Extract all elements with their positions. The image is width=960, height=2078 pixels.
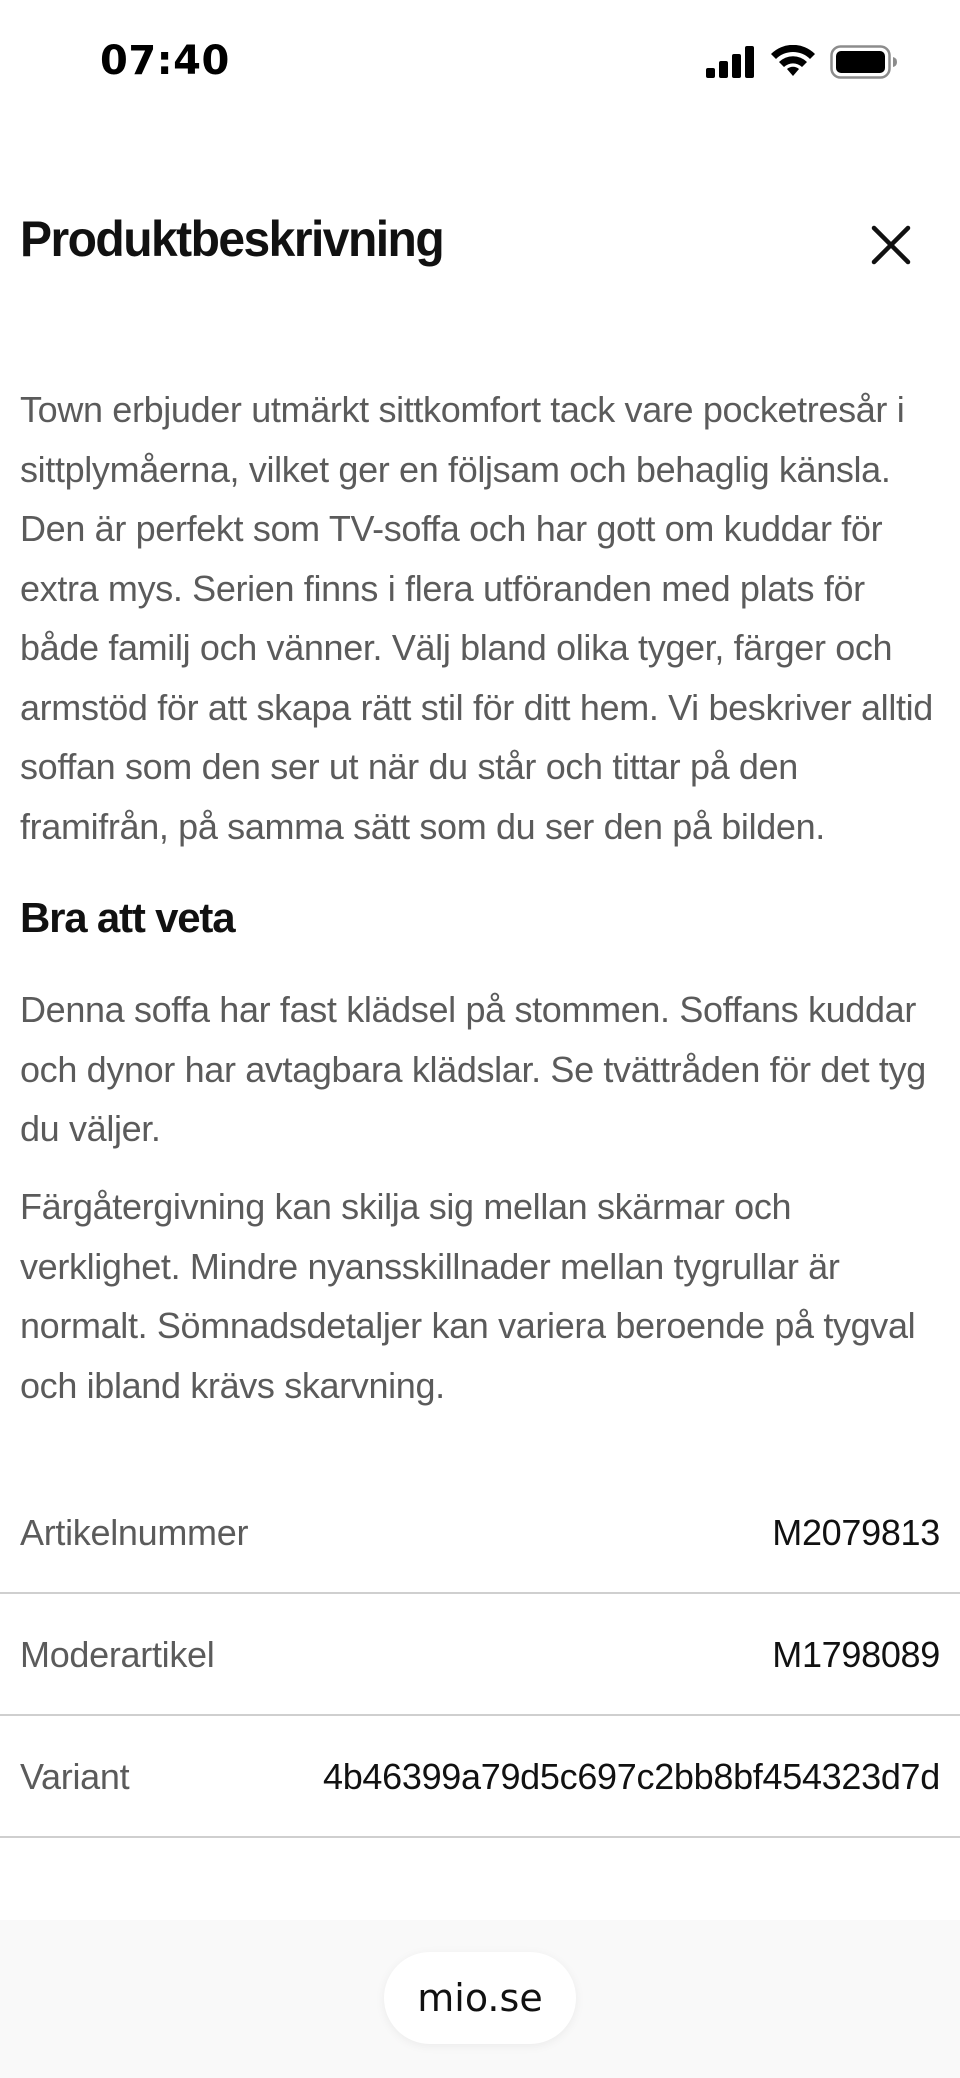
good-to-know-heading: Bra att veta	[20, 894, 235, 941]
good-to-know-text: Denna soffa har fast klädsel på stommen. Soffans kuddar och dynor har avtagbara klädslar. Se tvättråden för det tyg du väljer.	[20, 989, 926, 1149]
sheet-header	[0, 200, 960, 290]
spec-value: 4b46399a79d5c697c2bb8bf454323d7d	[322, 1756, 940, 1797]
browser-bottom-bar	[0, 1920, 960, 2078]
page-title: Produktbeskrivning	[20, 211, 444, 267]
battery-icon	[830, 45, 898, 84]
spec-table	[0, 1472, 960, 1838]
status-bar	[0, 0, 960, 126]
spec-label: Moderartikel	[20, 1634, 215, 1675]
close-button[interactable]	[866, 220, 916, 270]
spec-row-parent-article	[0, 1594, 960, 1716]
spec-value: M2079813	[772, 1512, 940, 1553]
status-icons	[706, 44, 898, 84]
wifi-icon	[770, 45, 816, 84]
color-note: Färgåtergivning kan skilja sig mellan skärmar och verklighet. Mindre nyansskillnader mellan tygrullar är normalt. Sömnadsdetaljer kan variera beroende på tygval och ibland krävs skarvning.	[20, 1186, 916, 1406]
close-icon	[866, 257, 916, 274]
spec-label: Variant	[20, 1756, 130, 1797]
spec-row-variant	[0, 1716, 960, 1838]
cellular-signal-icon	[706, 46, 756, 83]
spec-label: Artikelnummer	[20, 1512, 249, 1553]
status-time: 07:40	[100, 38, 230, 84]
spec-row-article-number	[0, 1472, 960, 1594]
description-intro: Town erbjuder utmärkt sittkomfort tack vare pocketresår i sittplymåerna, vilket ger en följsam och behaglig känsla. Den är perfekt som TV-soffa och har gott om kuddar för extra mys. Serien finns i flera utföranden med plats för både familj och vänner. Välj bland olika tyger, färger och armstöd för att skapa rätt stil för ditt hem. Vi beskriver alltid soffan som den ser ut när du står och tittar på den framifrån, på samma sätt som du ser den på bilden.	[20, 389, 933, 847]
spec-value: M1798089	[772, 1634, 940, 1675]
url-bar[interactable]: mio.se	[384, 1952, 576, 2044]
